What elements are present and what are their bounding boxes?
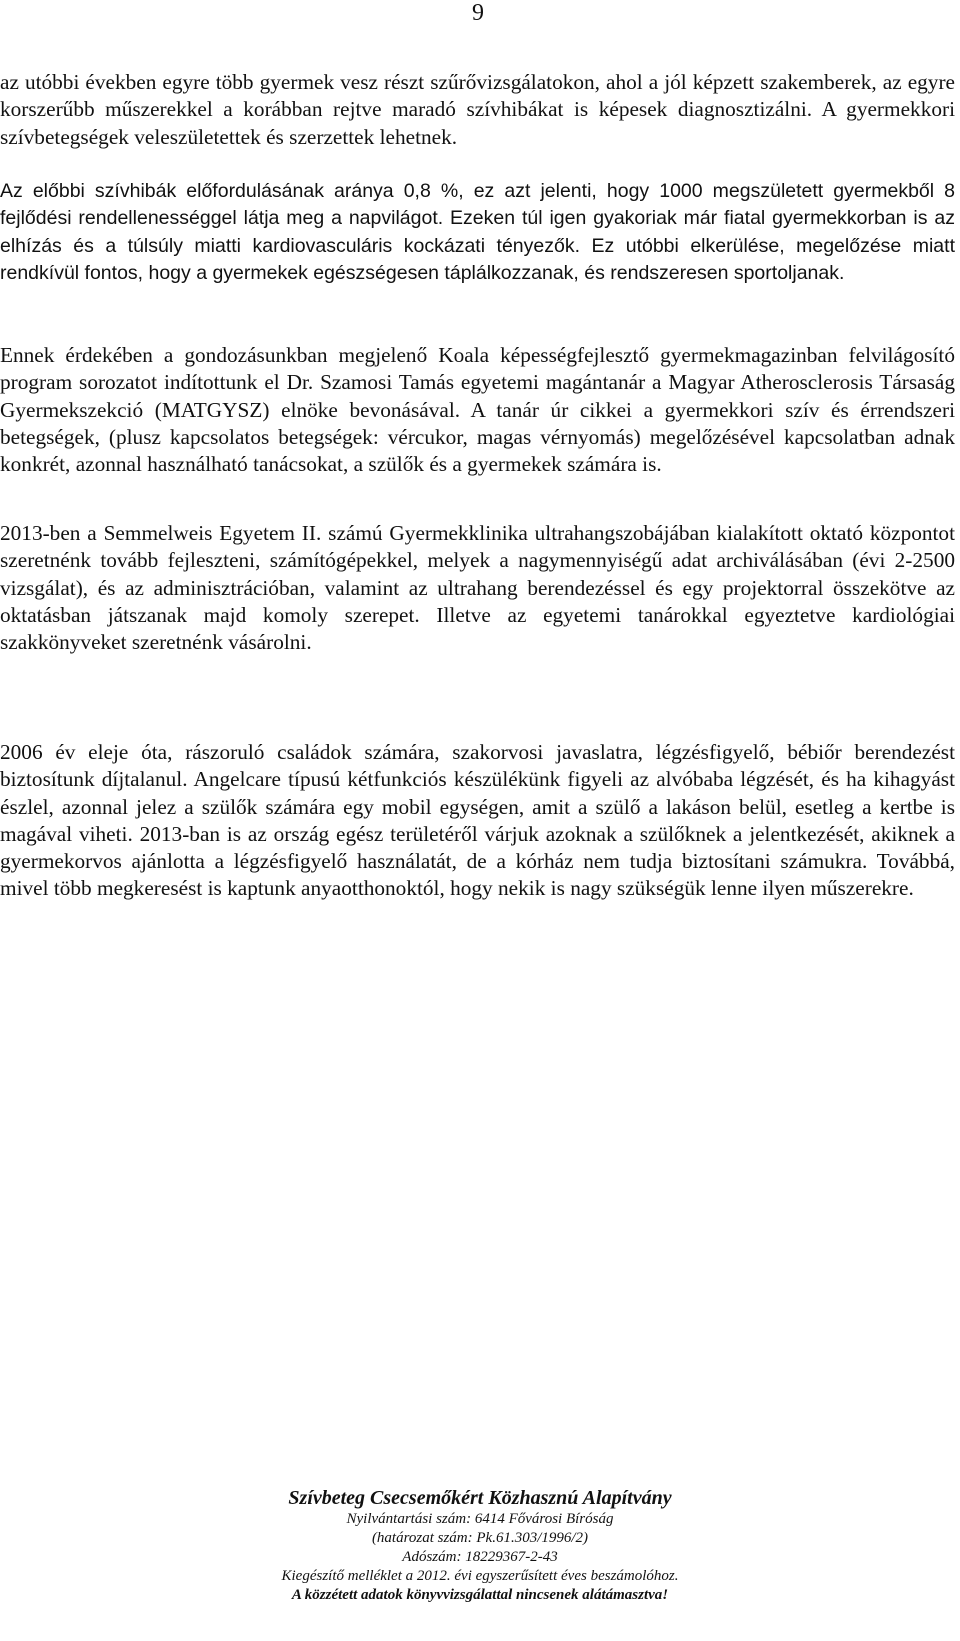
page-footer	[180, 1487, 780, 1605]
footer-registration: Nyilvántartási szám: 6414 Fővárosi Bíróság	[346, 1511, 614, 1527]
paragraph-heart-defects	[0, 178, 955, 287]
footer-organization: Szívbeteg Csecsemőkért Közhasznú Alapítvány	[288, 1487, 672, 1509]
paragraph-text: Ennek érdekében a gondozásunkban megjelenő Koala képességfejlesztő gyermekmagazinban felvilágosító program sorozatot indítottunk el Dr. Szamosi Tamás egyetemi magántanár a Magyar Atherosclerosis Társaság Gyermekszekció (MATGYSZ) elnöke bevonásával. A tanár úr cikkei a gyermekkori szív és érrendszeri betegségek, (plusz kapcsolatos betegségek: vércukor, magas vérnyomás) megelőzésével kapcsolatban adnak konkrét, azonnal használható tanácsokat, a szülők és a gyermekek számára is.	[0, 343, 955, 477]
footer-supplement: Kiegészítő melléklet a 2012. évi egyszerűsített éves beszámolóhoz.	[281, 1568, 679, 1584]
page-number: 9	[472, 0, 484, 26]
paragraph-screening	[0, 69, 955, 151]
footer-tax-number: Adószám: 18229367-2-43	[402, 1549, 558, 1565]
paragraph-text: Az előbbi szívhibák előfordulásának aránya 0,8 %, ez azt jelenti, hogy 1000 megszületett gyermekből 8 fejlődési rendellenességgel látja meg a napvilágot. Ezeken túl igen gyakoriak már fiatal gyermekkorban is az elhízás és a túlsúly miatti kardiovasculáris kockázati tényezők. Ez utóbbi elkerülése, megelőzése miatt rendkívül fontos, hogy a gyermekek egészségesen táplálkozzanak, és rendszeresen sportoljanak.	[0, 180, 955, 284]
paragraph-breathing-monitor	[0, 739, 955, 903]
footer-disclaimer: A közzétett adatok könyvvizsgálattal nincsenek alátámasztva!	[291, 1587, 669, 1603]
paragraph-training-center	[0, 520, 955, 656]
paragraph-text: az utóbbi években egyre több gyermek vesz részt szűrővizsgálatokon, ahol a jól képzett szakemberek, az egyre korszerűbb műszerekkel a korábban rejtve maradó szívhibákat is képesek diagnosztizálni. A gyermekkori szívbetegségek veleszületettek és szerzettek lehetnek.	[0, 70, 955, 149]
paragraph-text: 2006 év eleje óta, rászoruló családok számára, szakorvosi javaslatra, légzésfigyelő, bébiőr berendezést biztosítunk díjtalanul. Angelcare típusú kétfunkciós készülékünk figyeli az alvóbaba légzését, és ha kihagyást észlel, azonnal jelez a szülők számára egy mobil egységen, amit a szülő a lakáson belül, esetleg a kertbe is magával viheti. 2013-ban is az ország egész területéről várjuk azoknak a szülőknek a jelentkezését, akiknek a gyermekorvos ajánlotta a légzésfigyelő használatát, de a kórház nem tudja biztosítani számukra. Továbbá, mivel több megkeresést is kaptunk anyaotthonoktól, hogy nekik is nagy szükségük lenne ilyen műszerekre.	[0, 740, 955, 901]
footer-resolution: (határozat szám: Pk.61.303/1996/2)	[371, 1530, 589, 1546]
paragraph-koala-program	[0, 342, 955, 478]
paragraph-text: 2013-ben a Semmelweis Egyetem II. számú Gyermekklinika ultrahangszobájában kialakított oktató központot szeretnénk tovább fejleszteni, számítógépekkel, melyek a nagymennyiségű adat archiválásában (évi 2-2500 vizsgálat), és az adminisztrációban, valamint az ultrahang berendezéssel és egy projektorral összekötve az oktatásban játszanak majd komoly szerepet. Illetve az egyetemi tanárokkal egyeztetve kardiológiai szakkönyveket szeretnénk vásárolni.	[0, 521, 955, 655]
